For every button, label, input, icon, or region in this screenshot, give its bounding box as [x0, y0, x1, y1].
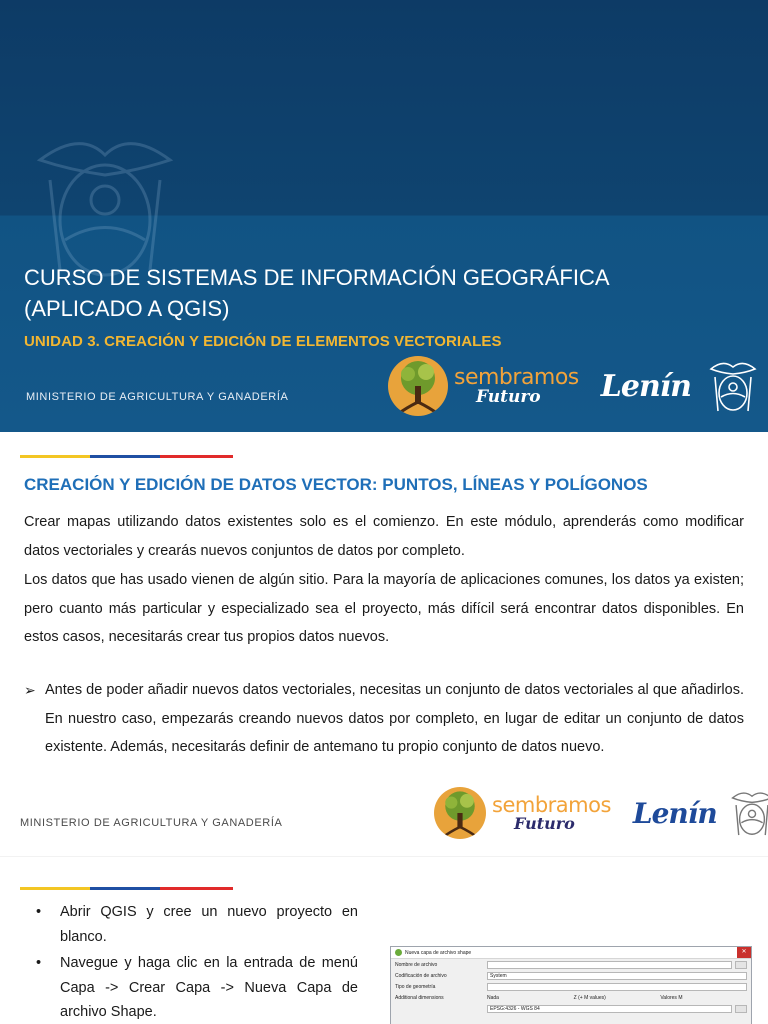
- row-label: Tipo de geometría: [395, 983, 436, 990]
- close-icon[interactable]: ✕: [737, 947, 751, 958]
- list-item-text: Abrir QGIS y cree un nuevo proyecto en blanco.: [60, 904, 358, 945]
- futuro-text: Futuro: [476, 386, 541, 407]
- footer-ministry-label: MINISTERIO DE AGRICULTURA Y GANADERÍA: [20, 817, 283, 829]
- course-title-line-2: (APLICADO A QGIS): [24, 296, 230, 321]
- list-item: [36, 900, 358, 949]
- qgis-icon: [395, 949, 402, 956]
- flag-divider: [20, 887, 233, 890]
- dialog-row-geometry: [391, 981, 751, 992]
- dialog-row-dimensions: [391, 992, 751, 1003]
- course-title-line-1: CURSO DE SISTEMAS DE INFORMACIÓN GEOGRÁFICA: [24, 265, 610, 290]
- new-shapefile-dialog-screenshot: [390, 946, 752, 1024]
- banner-logos: [388, 356, 759, 416]
- bullet-dot-icon: •: [36, 955, 42, 971]
- list-item: [36, 951, 358, 1024]
- coat-of-arms-icon: [707, 357, 759, 415]
- filename-input[interactable]: [487, 961, 732, 969]
- ministry-label: MINISTERIO DE AGRICULTURA Y GANADERÍA: [26, 391, 289, 403]
- bullet-dot-icon: •: [36, 904, 42, 920]
- section-title: CREACIÓN Y EDICIÓN DE DATOS VECTOR: PUNTOS, LÍNEAS Y POLÍGONOS: [24, 475, 648, 494]
- list-item-text: Navegue y haga clic en la entrada de menú Capa -> Crear Capa -> Nueva Capa de archivo Shape.: [60, 955, 358, 1020]
- footer-logos: [434, 787, 768, 839]
- crs-button[interactable]: [735, 1005, 747, 1013]
- row-label: Codificación de archivo: [395, 972, 447, 979]
- paragraph-1: Crear mapas utilizando datos existentes solo es el comienzo. En este módulo, aprenderás como modificar datos vectoriales y crearás nuevos conjuntos de datos por completo.: [24, 514, 744, 559]
- dialog-title: Nueva capa de archivo shape: [405, 949, 472, 956]
- encoding-select[interactable]: System: [487, 972, 747, 980]
- dialog-row-crs: [391, 1003, 751, 1014]
- paragraph-2: Los datos que has usado vienen de algún sitio. Para la mayoría de aplicaciones comunes, los datos ya existen; pero cuanto más particular y especializado sea el proyecto, más difícil será encontrar datos disponibles. En estos casos, necesitarás crear tus propios datos nuevos.: [24, 572, 744, 645]
- sembramos-text: sembramos: [454, 364, 579, 390]
- sembramos-futuro-logo: [454, 364, 579, 407]
- coat-of-arms-icon: [729, 787, 768, 839]
- dialog-titlebar: [391, 947, 751, 959]
- sembramos-futuro-logo: [492, 792, 611, 833]
- bullet-text: Antes de poder añadir nuevos datos vectoriales, necesitas un conjunto de datos vectoriales al que añadirlos. En nuestro caso, empezarás creando nuevos datos por completo, en lugar de editar un conjunto de datos existente. Además, necesitarás definir de antemano tu propio conjunto de datos nuevo.: [45, 682, 744, 755]
- geometry-select[interactable]: [487, 983, 747, 991]
- radio-m[interactable]: Valores M: [660, 994, 683, 1001]
- tree-logo-icon: [434, 787, 486, 839]
- radio-none[interactable]: Nada: [487, 994, 499, 1001]
- lenin-logo: Lenín: [600, 368, 691, 404]
- instruction-list: [36, 900, 358, 1024]
- row-label: Additional dimensions: [395, 994, 444, 1001]
- dialog-row-filename: [391, 959, 751, 970]
- futuro-text: Futuro: [514, 813, 575, 833]
- browse-button[interactable]: [735, 961, 747, 969]
- header-banner: [0, 0, 768, 432]
- bullet-item: [24, 676, 744, 762]
- radio-z[interactable]: Z (+ M values): [573, 994, 606, 1001]
- page-separator: [0, 856, 768, 857]
- arrow-bullet-icon: ➢: [24, 682, 36, 698]
- coat-of-arms-watermark-icon: [20, 120, 190, 280]
- row-label: Nombre de archivo: [395, 961, 438, 968]
- tree-logo-icon: [388, 356, 448, 416]
- sembramos-text: sembramos: [492, 792, 611, 817]
- unit-title: UNIDAD 3. CREACIÓN Y EDICIÓN DE ELEMENTOS VECTORIALES: [24, 333, 502, 350]
- lenin-logo: Lenín: [632, 796, 717, 830]
- course-title: [24, 262, 624, 324]
- crs-select[interactable]: EPSG:4326 - WGS 84: [487, 1005, 732, 1013]
- dialog-row-encoding: [391, 970, 751, 981]
- flag-divider: [20, 455, 233, 458]
